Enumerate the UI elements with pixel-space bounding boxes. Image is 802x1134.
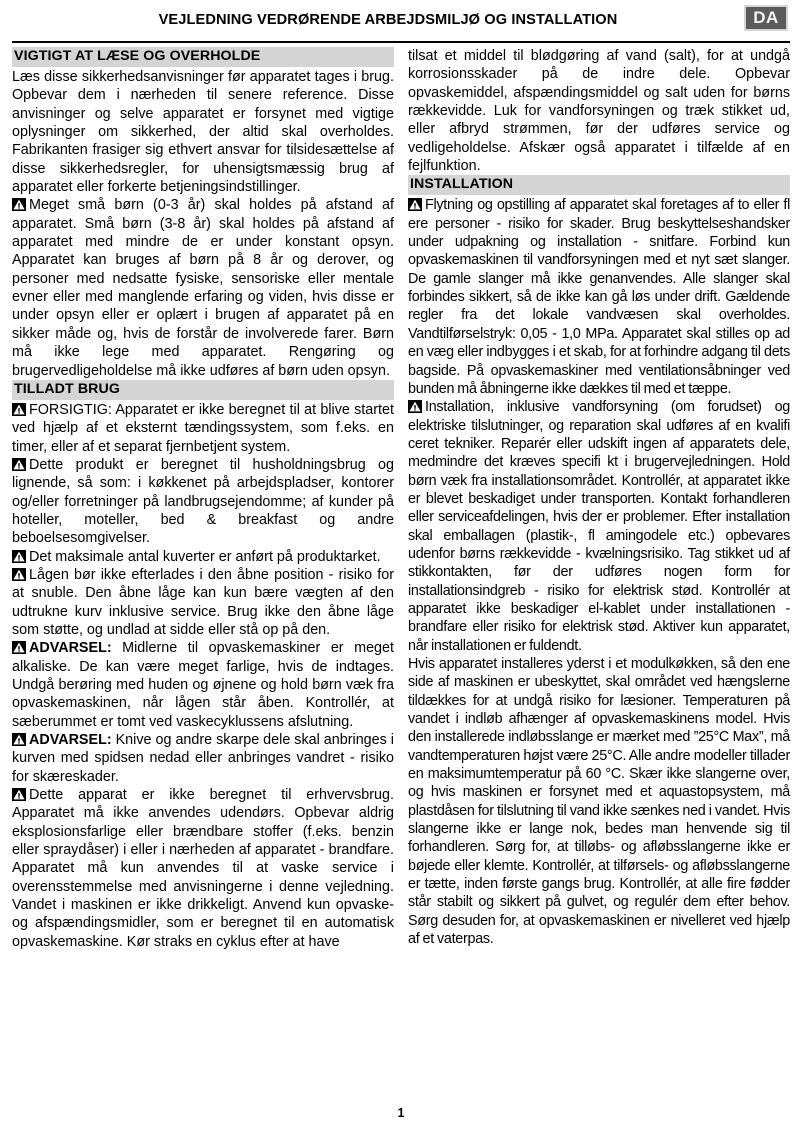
warning-triangle-icon (12, 550, 26, 563)
warning-triangle-icon (408, 198, 422, 211)
content-columns (12, 47, 790, 951)
paragraph-lead: ADVARSEL: (29, 732, 112, 749)
paragraph-lead: FORSIGTIG: (29, 401, 112, 418)
paragraph (12, 456, 394, 548)
warning-triangle-icon (12, 733, 26, 746)
warning-triangle-icon (12, 403, 26, 416)
section-heading-installation: INSTALLATION (408, 175, 790, 195)
warning-triangle-icon (12, 568, 26, 581)
page-number: 1 (397, 1106, 405, 1120)
section-heading-tilladt-brug: TILLADT BRUG (12, 380, 394, 400)
language-badge: DA (744, 5, 788, 31)
page-title: VEJLEDNING VEDRØRENDE ARBEJDSMILJØ OG INSTALLATION (158, 12, 618, 28)
paragraph-text: Apparatet er ikke beregnet til at blive startet ved hjælp af et eksternt tændingssystem, som f.eks. en timer, eller af et separat fjernbetjent system. (12, 401, 394, 455)
paragraph (408, 196, 790, 398)
paragraph (12, 68, 394, 196)
warning-triangle-icon (12, 641, 26, 654)
warning-triangle-icon (12, 458, 26, 471)
paragraph-text: Installation, inklusive vandforsyning (om forudset) og elektriske tilslutninger, og reparation skal udføres af en kvalifi ceret tekniker. Reparér eller udskift ingen af apparatets dele, medmindre det kræves specifi kt i brugervejledningen. Hold børn væk fra installationsområdet. Kontrollér, at apparatet ikke er blevet beskadiget under transporten. Kontakt forhandleren eller serviceafdelingen, hvis der er problemer. Efter installation skal emballagen (plastik-, fl amingodele etc.) opbevares udenfor børns rækkevidde - kvælningsrisiko. Tag stikket ud af stikkontakten, før der udføres nogen form for installationsindgreb - risiko for elektrisk stød. Kontrollér at apparatet ikke beskadiger el-kablet under installationen - brandfare eller risiko for elektrisk stød. Aktiver kun apparatet, når installationen er fuldendt. (408, 399, 790, 654)
paragraph (408, 655, 790, 949)
paragraph-text: Dette apparat er ikke beregnet til erhvervsbrug. Apparatet må ikke anvendes udendørs. Opbevar aldrig eksplosionsfarlige eller brændbare stoffer (f.eks. benzin eller spraydåser) i eller i nærheden af apparatet - brandfare. Apparatet må kun anvendes til at vaske service i overensstemmelse med anvisningerne i denne vejledning. Vandet i maskinen er ikke drikkeligt. Anvend kun opvaske- og afspændingsmidler, som er beregnet til en automatisk opvaskemaskine. Kør straks en cyklus efter at have (12, 787, 394, 950)
warning-triangle-icon (408, 400, 422, 413)
paragraph (12, 639, 394, 731)
paragraph-text: Læs disse sikkerhedsanvisninger før apparatet tages i brug. Opbevar dem i nærheden til senere reference. Disse anvisninger og selve apparatet er forsynet med vigtige oplysninger om sikkerhed, der altid skal overholdes. Fabrikanten frasiger sig ethvert ansvar for tilsidesættelse af disse sikkerhedsregler, for uhensigtsmæssig brug af apparatet eller forkerte betjeningsindstillinger. (12, 69, 394, 196)
paragraph-text: tilsat et middel til blødgøring af vand (salt), for at undgå korrosionsskader på de indre dele. Opbevar opvaskemiddel, afspændingsmiddel og salt uden for børns rækkevidde. Luk for vandforsyningen og træk stikket ud, eller afbryd strømmen, før der udføres service og vedligeholdelse. Afskær også apparatet i tilfælde af en fejlfunktion. (408, 48, 790, 175)
paragraph-continuation (408, 47, 790, 175)
paragraph-text: Dette produkt er beregnet til husholdningsbrug og lignende, så som: i køkkenet på arbejdspladser, kontorer og/eller forretninger på landbrugsejendomme; af kunder på hoteller, moteller, bed & breakfast og andre beboelsesomgivelser. (12, 456, 394, 547)
header-divider (12, 41, 790, 43)
warning-triangle-icon (12, 788, 26, 801)
paragraph (12, 196, 394, 379)
paragraph (12, 566, 394, 639)
warning-triangle-icon (12, 198, 26, 211)
paragraph (12, 548, 394, 566)
left-column (12, 47, 394, 951)
paragraph-text: Hvis apparatet installeres yderst i et modulkøkken, så den ene side af maskinen er ubeskyttet, skal området ved hængslerne tildækkes for at undgå risiko for læsioner. Temperaturen på vandet i indløb afhænger af opvaskemaskinens model. Hvis den installerede indløbsslange er mærket med ”25°C Max”, må vandtemperaturen højst være 25°C. Alle andre modeller tillader en maksimumtemperatur på 60 °C. Skær ikke slangerne over, og hvis maskinen er forsynet med et aquastopsystem, må plastdåsen for tilslutning til vand ikke sænkes ned i vandet. Hvis slangerne ikke er lange nok, bedes man henvende sig til forhandleren. Sørg for, at tilløbs- og afløbsslangerne ikke er bøjede eller klemte. Kontrollér, at tilførsels- og afløbsslangerne er tætte, inden første gangs brug. Kontrollér, at alle fire fødder står stabilt og sikkert på gulvet, og regulér dem efter behov. Sørg desuden for, at opvaskemaskinen er nivelleret ved hjælp af et vaterpas. (408, 656, 790, 948)
paragraph (408, 398, 790, 655)
paragraph-text: Lågen bør ikke efterlades i den åbne position - risiko for at snuble. Den åbne låge kan kun bære vægten af den udtrukne kurv inklusive service. Brug ikke den åbne låge som støtte, og undlad at sidde eller stå op på den. (12, 566, 394, 638)
right-column (408, 47, 790, 949)
paragraph-lead: ADVARSEL: (29, 640, 112, 657)
paragraph (12, 401, 394, 456)
paragraph (12, 786, 394, 951)
paragraph-text: Meget små børn (0-3 år) skal holdes på afstand af apparatet. Små børn (3-8 år) skal holdes på afstand af apparatet med mindre de er under konstant opsyn. Apparatet kan bruges af børn på 8 år og derover, og personer med nedsatte fysiske, sensoriske eller mentale evner eller med manglende erfaring og viden, hvis disse er under opsyn eller er oplært i brugen af apparatet på en sikker måde og, hvis de forstår de involverede farer. Børn må ikke lege med apparatet. Rengøring og brugervedligeholdelse må ikke udføres af børn uden opsyn. (12, 197, 394, 379)
section-heading-vigtigt: VIGTIGT AT LÆSE OG OVERHOLDE (12, 47, 394, 67)
paragraph-text: Det maksimale antal kuverter er anført på produktarket. (29, 548, 381, 565)
paragraph-text: Midlerne til opvaskemaskiner er meget alkaliske. De kan være meget farlige, hvis de indtages. Undgå berøring med huden og øjnene og hold børn væk fra opvaskemaskinen, når lågen står åben. Kontrollér, at sæberummet er tomt ved vaskecyklussens afslutning. (12, 640, 394, 730)
document-header (12, 0, 790, 40)
paragraph (12, 731, 394, 786)
paragraph-text: Flytning og opstilling af apparatet skal foretages af to eller fl ere personer - risiko for skader. Brug beskyttelseshandsker under udpakning og installation - snitfare. Forbind kun opvaskemaskinen til vandforsyningen med et nyt sæt slanger. De gamle slanger må ikke genanvendes. Alle slanger skal forbindes sikkert, så de ikke kan gå løs under drift. Gældende regler fra det lokale vandvæsen skal overholdes. Vandtilførselstryk: 0,05 - 1,0 MPa. Apparatet skal stilles op ad en væg eller indbygges i et skab, for at forhindre adgang til dets bagside. På opvaskemaskiner med ventilationsåbninger ved bunden må åbningerne ikke dækkes til med et tæppe. (408, 197, 790, 397)
paragraph-text: Knive og andre skarpe dele skal anbringes i kurven med spidsen nedad eller anbringes vandret - risiko for skæreskader. (12, 732, 394, 785)
